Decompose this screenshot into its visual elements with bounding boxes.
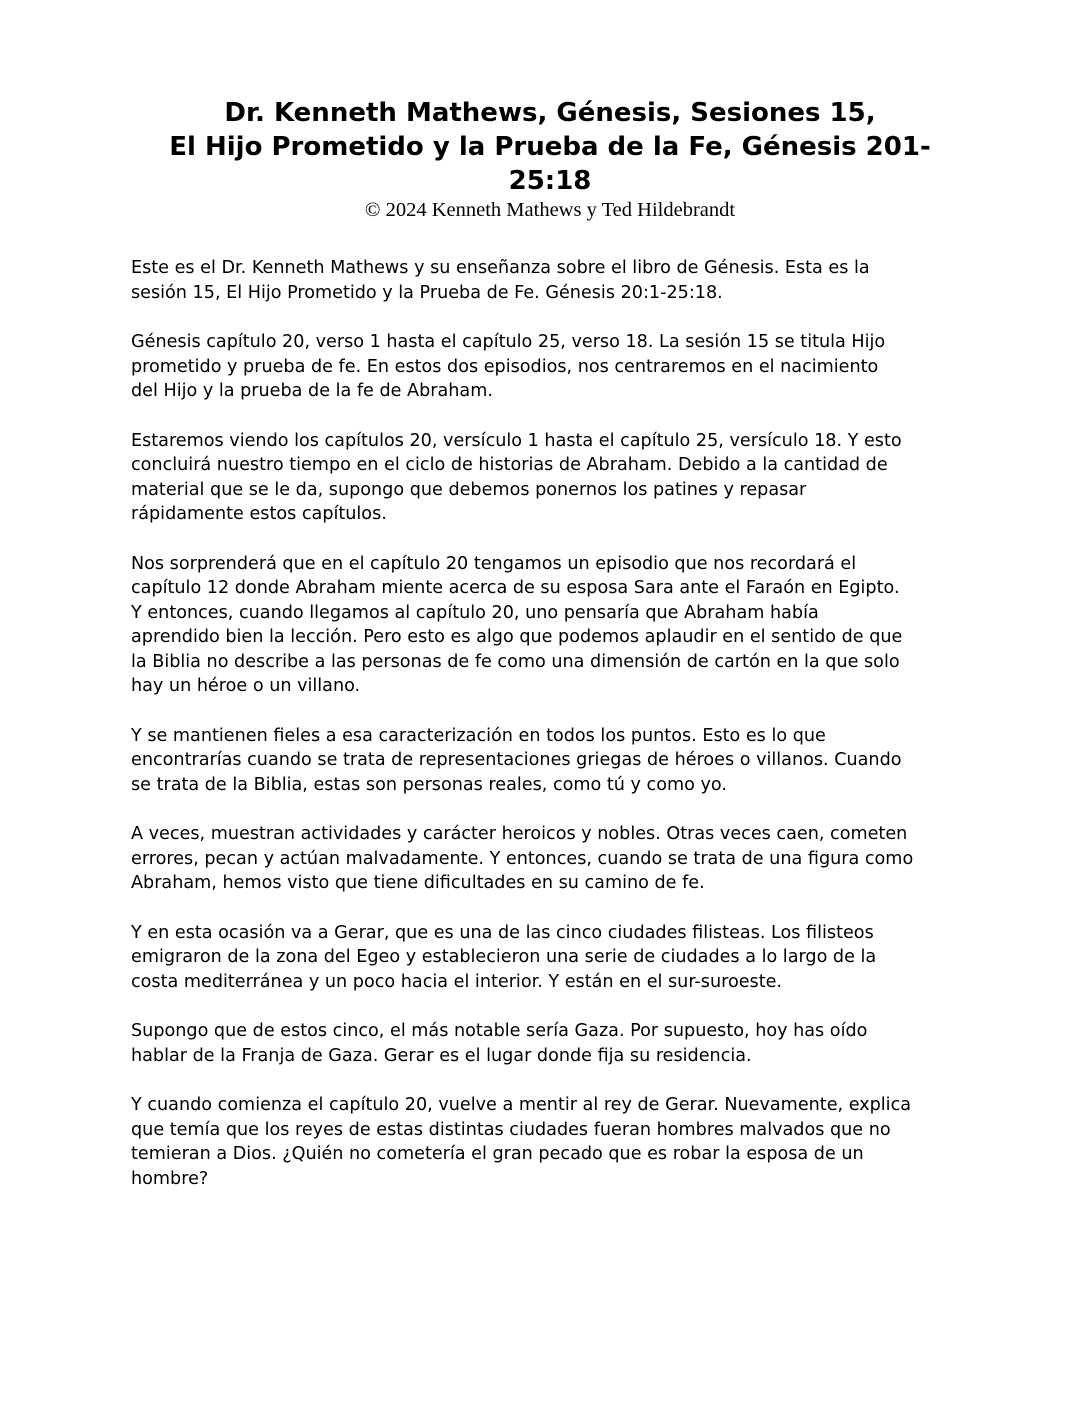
paragraph-line: Y cuando comienza el capítulo 20, vuelve a mentir al rey de Gerar. Nuevamente, explica	[131, 1095, 912, 1115]
paragraph-line: capítulo 12 donde Abraham miente acerca de su esposa Sara ante el Faraón en Egipto.	[131, 578, 900, 598]
paragraph-line: se trata de la Biblia, estas son personas reales, como tú y como yo.	[131, 774, 727, 795]
title-line-1: Dr. Kenneth Mathews, Génesis, Sesiones 15,	[224, 98, 876, 128]
paragraph-line: la Biblia no describe a las personas de fe como una dimensión de cartón en la que solo	[131, 651, 900, 672]
document-body	[131, 256, 961, 1216]
paragraph-line: Este es el Dr. Kenneth Mathews y su enseñanza sobre el libro de Génesis. Esta es la	[131, 258, 870, 278]
paragraph-line: Supongo que de estos cinco, el más notable sería Gaza. Por supuesto, hoy has oído	[131, 1021, 868, 1041]
paragraph-line: errores, pecan y actúan malvadamente. Y entonces, cuando se trata de una figura como	[131, 848, 914, 869]
paragraph-line: hay un héroe o un villano.	[131, 676, 361, 696]
paragraph-line: prometido y prueba de fe. En estos dos episodios, nos centraremos en el nacimiento	[131, 356, 879, 377]
paragraph-line: costa mediterránea y un poco hacia el interior. Y están en el sur-suroeste.	[131, 971, 783, 992]
paragraph	[131, 921, 961, 995]
paragraph-line: hablar de la Franja de Gaza. Gerar es el lugar donde fija su residencia.	[131, 1045, 752, 1066]
paragraph	[131, 330, 961, 404]
paragraph-line: Y entonces, cuando llegamos al capítulo 20, uno pensaría que Abraham había	[131, 602, 819, 623]
paragraph-line: material que se le da, supongo que debemos ponernos los patines y repasar	[131, 479, 807, 500]
paragraph	[131, 724, 961, 798]
title-line-3: 25:18	[508, 166, 592, 196]
paragraph-line: Y se mantienen fieles a esa caracterización en todos los puntos. Esto es lo que	[131, 725, 826, 746]
paragraph	[131, 1019, 961, 1068]
paragraph	[131, 1093, 961, 1191]
paragraph	[131, 552, 961, 699]
paragraph-line: temieran a Dios. ¿Quién no cometería el gran pecado que es robar la esposa de un	[131, 1144, 864, 1164]
paragraph	[131, 256, 961, 305]
paragraph-line: Y en esta ocasión va a Gerar, que es una de las cinco ciudades filisteas. Los filisteos	[131, 922, 874, 943]
document-header	[120, 96, 980, 222]
paragraph-line: hombre?	[131, 1168, 209, 1189]
paragraph-line: encontrarías cuando se trata de representaciones griegas de héroes o villanos. Cuando	[131, 750, 902, 770]
copyright-notice: © 2024 Kenneth Mathews y Ted Hildebrandt	[364, 199, 736, 221]
title-line-2: El Hijo Prometido y la Prueba de la Fe, Génesis 201-	[169, 132, 931, 162]
paragraph-line: que temía que los reyes de estas distintas ciudades fueran hombres malvados que no	[131, 1119, 891, 1140]
paragraph-line: Nos sorprenderá que en el capítulo 20 tengamos un episodio que nos recordará el	[131, 553, 857, 574]
paragraph	[131, 822, 961, 896]
paragraph-line: rápidamente estos capítulos.	[131, 504, 387, 524]
paragraph-line: Génesis capítulo 20, verso 1 hasta el capítulo 25, verso 18. La sesión 15 se titula Hijo	[131, 332, 886, 352]
paragraph-line: aprendido bien la lección. Pero esto es algo que podemos aplaudir en el sentido de que	[131, 627, 903, 647]
paragraph-line: A veces, muestran actividades y carácter heroicos y nobles. Otras veces caen, cometen	[131, 824, 908, 844]
paragraph-line: concluirá nuestro tiempo en el ciclo de historias de Abraham. Debido a la cantidad de	[131, 455, 888, 475]
paragraph-line: del Hijo y la prueba de la fe de Abraham.	[131, 381, 493, 401]
paragraph-line: Abraham, hemos visto que tiene dificultades en su camino de fe.	[131, 873, 705, 893]
paragraph-line: sesión 15, El Hijo Prometido y la Prueba de Fe. Génesis 20:1-25:18.	[131, 282, 723, 303]
paragraph	[131, 429, 961, 527]
paragraph-line: emigraron de la zona del Egeo y establecieron una serie de ciudades a lo largo de la	[131, 947, 877, 967]
paragraph-line: Estaremos viendo los capítulos 20, versículo 1 hasta el capítulo 25, versículo 18. Y esto	[131, 430, 902, 451]
